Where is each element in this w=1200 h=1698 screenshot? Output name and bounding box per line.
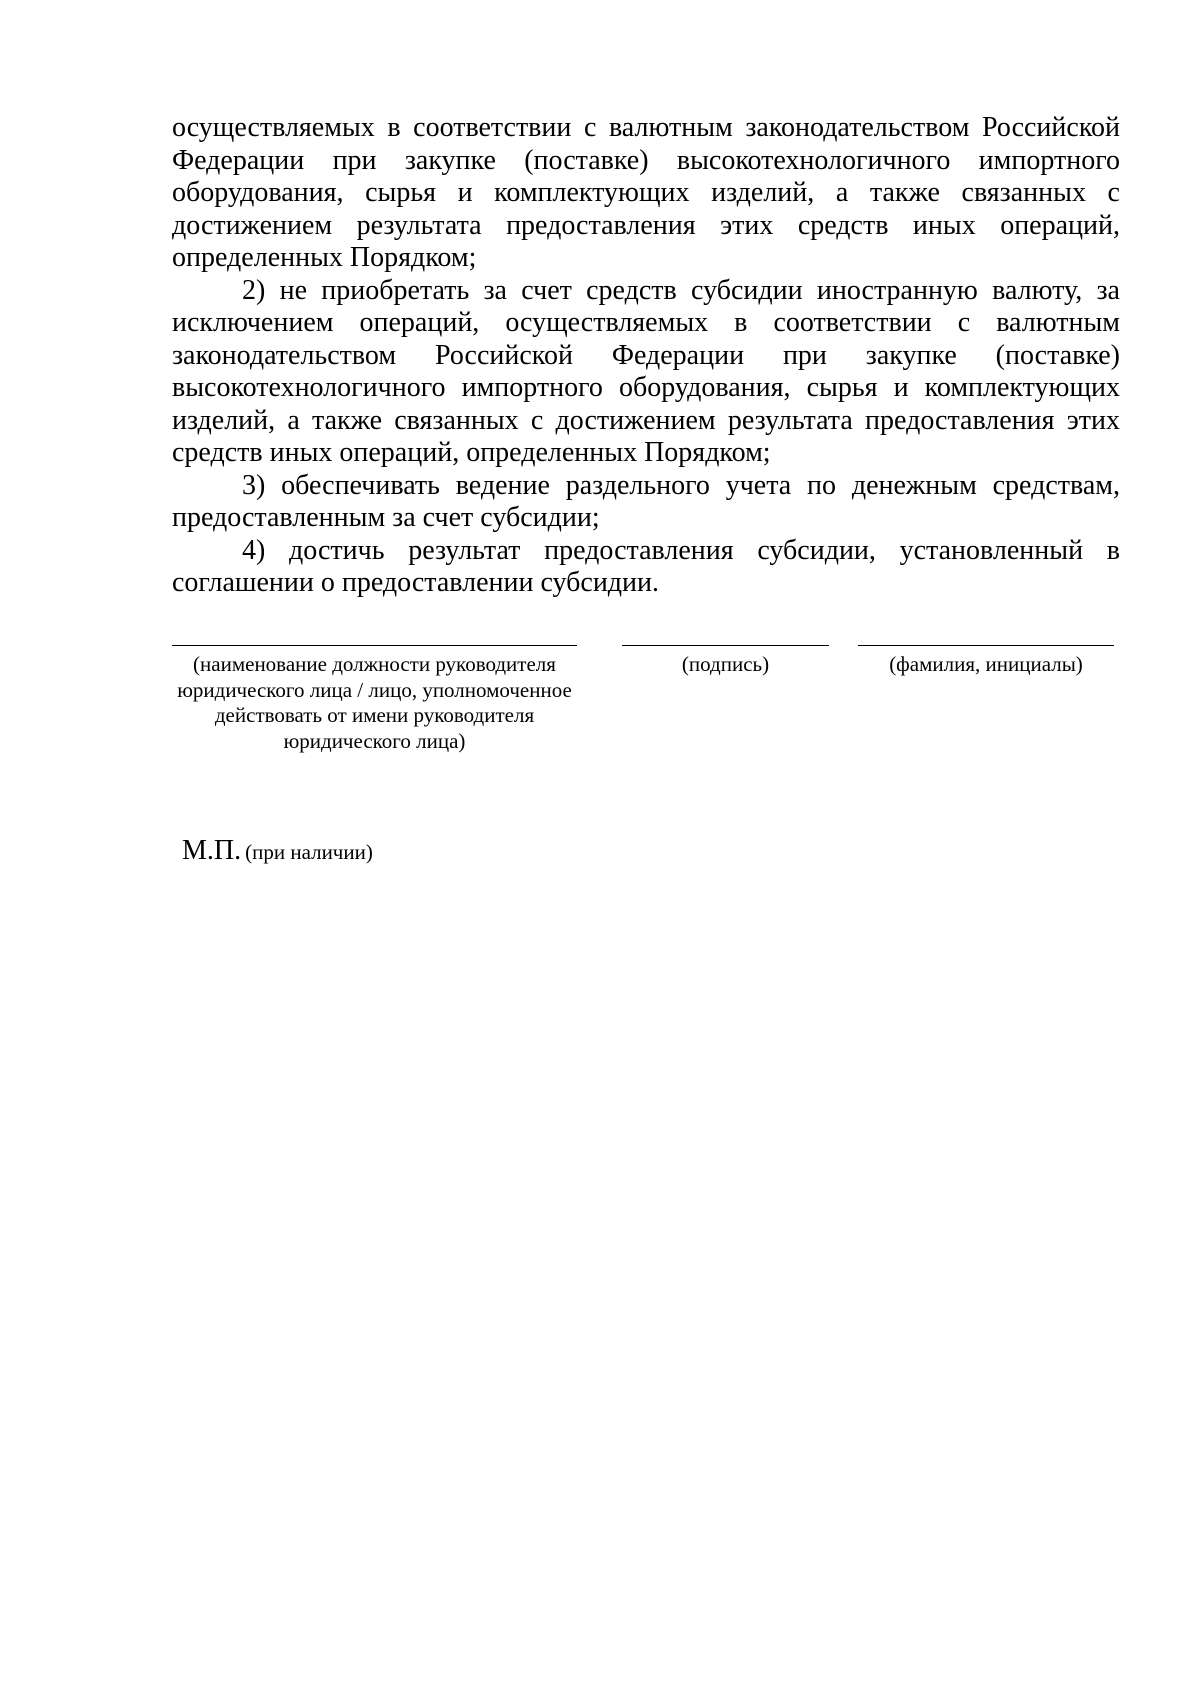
signature-block (172, 645, 1120, 805)
name-caption: (фамилия, инициалы) (889, 652, 1083, 676)
paragraph-item-4: 4) достичь результат предоставления субсидии, установленный в соглашении о предоставлении субсидии. (172, 534, 1120, 598)
stamp-note: (при наличии) (245, 840, 373, 864)
signature-line (622, 645, 829, 646)
position-line (172, 645, 577, 646)
position-column (172, 645, 577, 754)
stamp-label: М.П. (182, 835, 242, 866)
paragraph-continuation: осуществляемых в соответствии с валютным законодательством Российской Федерации при закупке (поставке) высокотехнологичного импортного оборудования, сырья и комплектующих изделий, а также связанных с достижением результата предоставления этих средств иных операций, определенных Порядком; (172, 112, 1120, 273)
position-caption: (наименование должности руководителя юридического лица / лицо, уполномоченное действовать от имени руководителя юридического лица) (177, 652, 572, 753)
paragraph-item-2: 2) не приобретать за счет средств субсидии иностранную валюту, за исключением операций, осуществляемых в соответствии с валютным законодательством Российской Федерации при закупке (поставке) высокотехнологичного импортного оборудования, сырья и комплектующих изделий, а также связанных с достижением результата предоставления этих средств иных операций, определенных Порядком; (172, 274, 1120, 468)
name-column (858, 645, 1114, 678)
signature-caption: (подпись) (681, 652, 770, 676)
name-line (858, 645, 1114, 646)
paragraph-item-3: 3) обеспечивать ведение раздельного учета по денежным средствам, предоставленным за счет субсидии; (172, 469, 1120, 533)
stamp-place (182, 835, 373, 867)
document-body (172, 112, 1120, 600)
signature-column (622, 645, 829, 678)
